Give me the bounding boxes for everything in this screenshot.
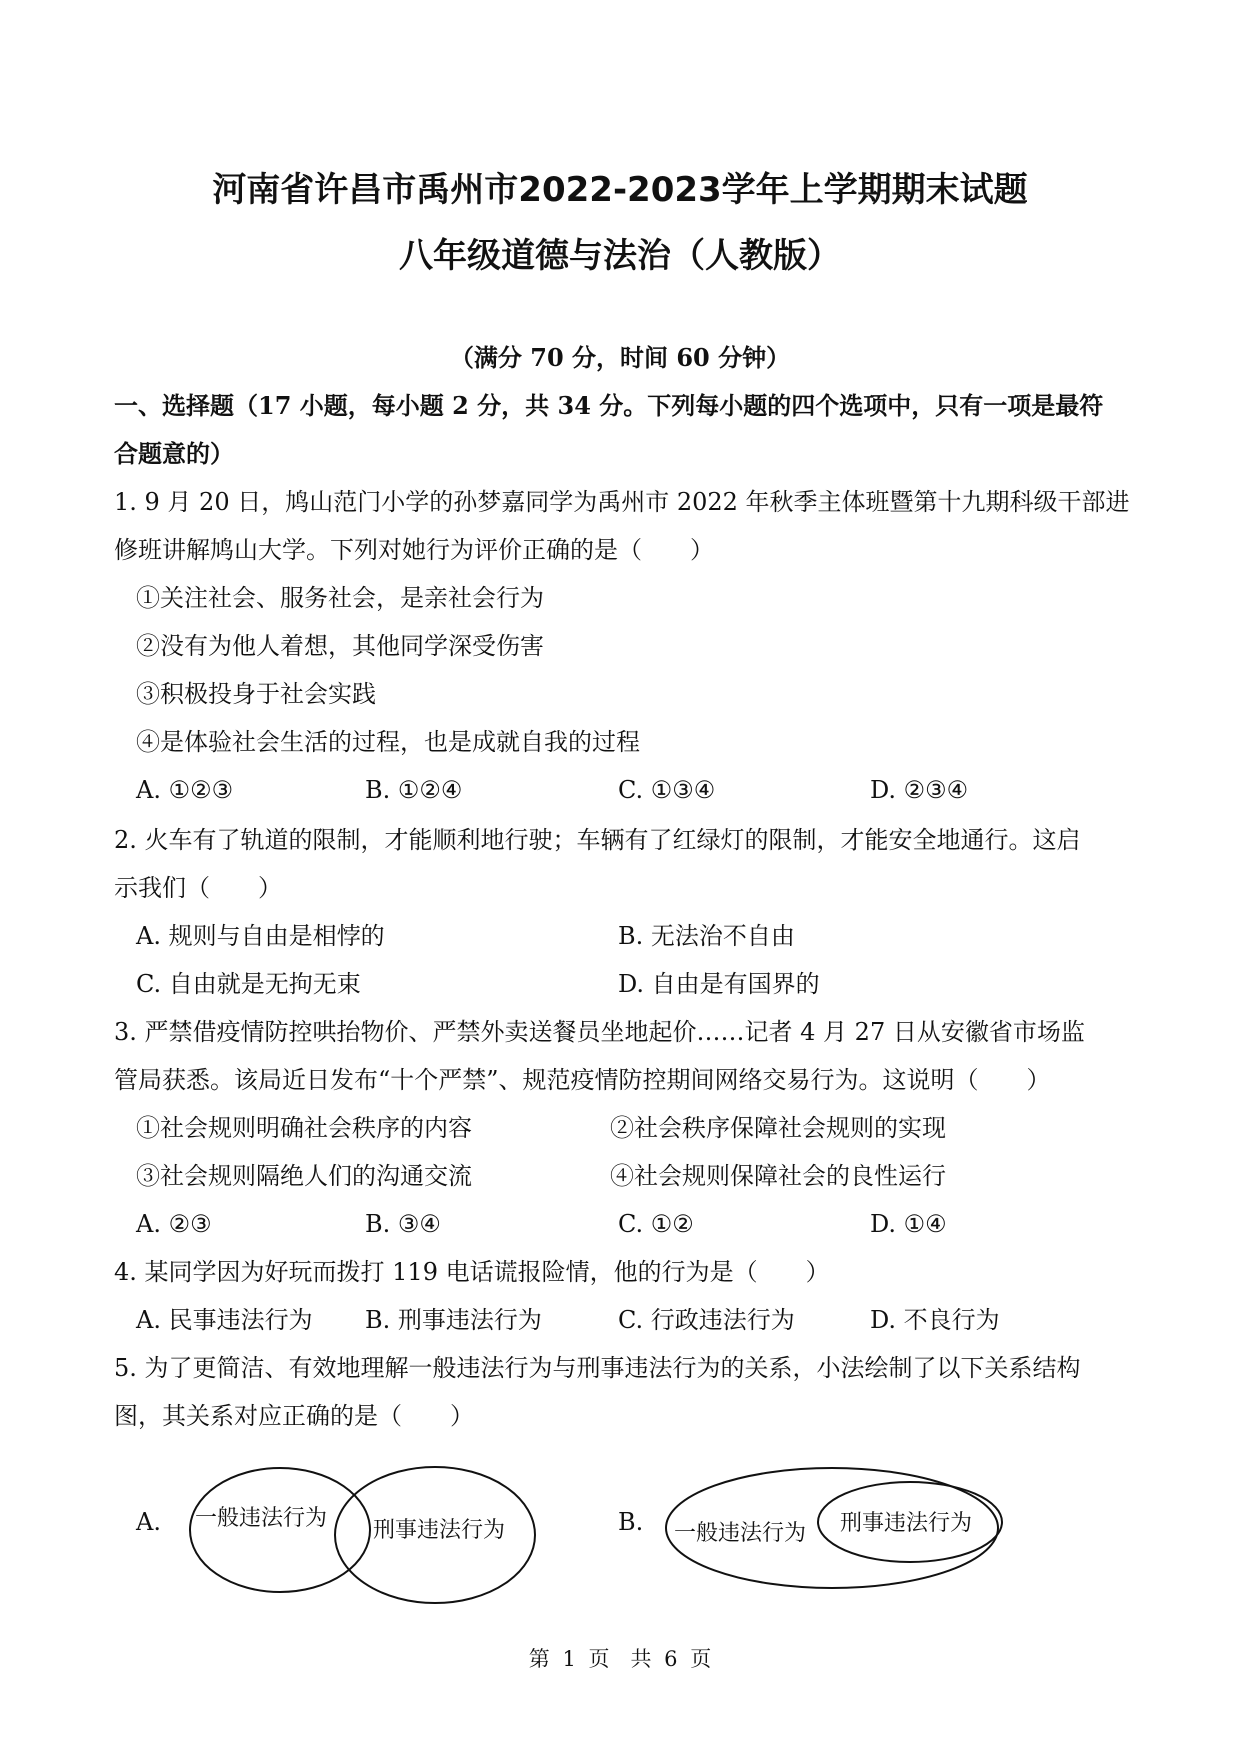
q1-stem-line2: 修班讲解鸠山大学。下列对她行为评价正确的是（ ） (114, 536, 714, 564)
q1-option-c: C. ①③④ (618, 776, 716, 804)
q2-option-d: D. 自由是有国界的 (618, 970, 820, 998)
q1-option-a: A. ①②③ (136, 776, 234, 804)
exam-title: 河南省许昌市禹州市2022-2023学年上学期期末试题 (212, 170, 1028, 210)
q3-statement-2: ②社会秩序保障社会规则的实现 (610, 1114, 946, 1142)
q1-option-b: B. ①②④ (365, 776, 463, 804)
q5-diagram-b-inner-text: 刑事违法行为 (840, 1511, 973, 1536)
exam-info: （满分 70 分，时间 60 分钟） (449, 343, 791, 372)
q3-option-a: A. ②③ (136, 1210, 212, 1238)
q5-diagram-b (660, 1460, 1020, 1600)
q3-option-c: C. ①② (618, 1210, 694, 1238)
q2-stem-line2: 示我们（ ） (114, 874, 282, 902)
q5-diagram-a-left-text: 一般违法行为 (195, 1506, 328, 1531)
q4-stem-line1: 4. 某同学因为好玩而拨打 119 电话谎报险情，他的行为是（ ） (114, 1258, 830, 1286)
q3-statement-3: ③社会规则隔绝人们的沟通交流 (136, 1162, 472, 1190)
q2-option-c: C. 自由就是无拘无束 (136, 970, 361, 998)
q5-stem-line1: 5. 为了更简洁、有效地理解一般违法行为与刑事违法行为的关系，小法绘制了以下关系结构 (114, 1354, 1081, 1382)
page-footer: 第 1 页 共 6 页 (528, 1647, 712, 1671)
q1-statement-3: ③积极投身于社会实践 (136, 680, 376, 708)
q1-stem-line1: 1. 9 月 20 日，鸠山范门小学的孙梦嘉同学为禹州市 2022 年秋季主体班暨第十九期科级干部进 (114, 488, 1130, 516)
q4-option-d: D. 不良行为 (870, 1306, 1000, 1334)
q3-statement-1: ①社会规则明确社会秩序的内容 (136, 1114, 472, 1142)
q3-statement-4: ④社会规则保障社会的良性运行 (610, 1162, 946, 1190)
q3-stem-line1: 3. 严禁借疫情防控哄抬物价、严禁外卖送餐员坐地起价……记者 4 月 27 日从安徽省市场监 (114, 1018, 1085, 1046)
q4-option-c: C. 行政违法行为 (618, 1306, 795, 1334)
q5-diagram-a-right-text: 刑事违法行为 (373, 1518, 506, 1543)
q3-option-d: D. ①④ (870, 1210, 947, 1238)
q3-option-b: B. ③④ (365, 1210, 441, 1238)
q5-stem-line2: 图，其关系对应正确的是（ ） (114, 1402, 474, 1430)
q5-diagram-a (185, 1455, 545, 1605)
q5-diagram-a-label: A. (136, 1508, 161, 1536)
q1-statement-4: ④是体验社会生活的过程，也是成就自我的过程 (136, 728, 640, 756)
q4-option-a: A. 民事违法行为 (136, 1306, 313, 1334)
exam-subject-title: 八年级道德与法治（人教版） (399, 236, 841, 276)
q3-stem-line2: 管局获悉。该局近日发布“十个严禁”、规范疫情防控期间网络交易行为。这说明（ ） (114, 1066, 1051, 1094)
section-heading-line2: 合题意的） (114, 439, 234, 468)
q5-diagram-b-label: B. (618, 1508, 644, 1536)
q2-stem-line1: 2. 火车有了轨道的限制，才能顺利地行驶；车辆有了红绿灯的限制，才能安全地通行。这启 (114, 826, 1081, 854)
q2-option-b: B. 无法治不自由 (618, 922, 795, 950)
q5-diagram-b-outer-text: 一般违法行为 (674, 1521, 807, 1546)
section-heading-line1: 一、选择题（17 小题，每小题 2 分，共 34 分。下列每小题的四个选项中，只有一项是最符 (114, 391, 1104, 420)
q1-statement-2: ②没有为他人着想，其他同学深受伤害 (136, 632, 544, 660)
q2-option-a: A. 规则与自由是相悖的 (136, 922, 385, 950)
q4-option-b: B. 刑事违法行为 (365, 1306, 542, 1334)
q1-option-d: D. ②③④ (870, 776, 969, 804)
q1-statement-1: ①关注社会、服务社会，是亲社会行为 (136, 584, 544, 612)
